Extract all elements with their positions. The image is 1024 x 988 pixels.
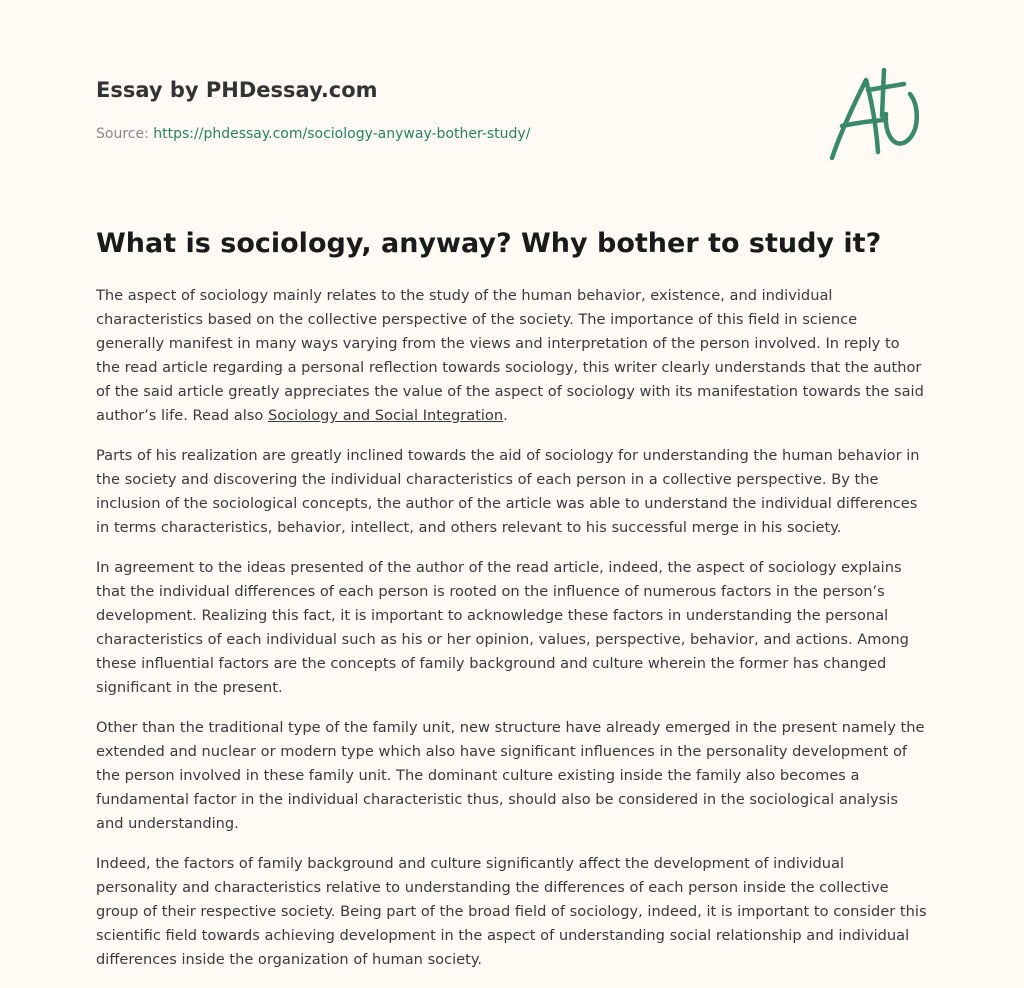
source-label: Source: bbox=[96, 126, 154, 142]
page-header bbox=[96, 76, 928, 186]
paragraph-1-text: The aspect of sociology mainly relates to the study of the human behavior, existence, and individual characteristics based on the collective perspective of the society. The importance of this field in science generally manifest in many ways varying from the views and interpretation of the person involved. In reply to the read article regarding a personal reflection towards sociology, this writer clearly understands that the author of the said article greatly appreciates the value of the aspect of sociology with its manifestation towards the said author’s life. Read also bbox=[96, 287, 924, 424]
paragraph-3: In agreement to the ideas presented of the author of the read article, indeed, the aspect of sociology explains that the individual differences of each person is rooted on the influence of numerous factors in the person’s development. Realizing this fact, it is important to acknowledge these factors in understanding the personal characteristics of each individual such as his or her opinion, values, perspective, behavior, and actions. Among these influential factors are the concepts of family background and culture wherein the former has changed significant in the present. bbox=[96, 559, 909, 696]
paragraph-2: Parts of his realization are greatly inclined towards the aid of sociology for understanding the human behavior in the society and discovering the individual characteristics of each person in a collective perspective. By the inclusion of the sociological concepts, the author of the article was able to understand the individual differences in terms characteristics, behavior, intellect, and others relevant to his successful merge in his society. bbox=[96, 447, 920, 536]
paragraph-5: Indeed, the factors of family background and culture significantly affect the development of individual personality and characteristics relative to understanding the differences of each person inside the collective group of their respective society. Being part of the broad field of sociology, indeed, it is important to consider this scientific field towards achieving development in the aspect of understanding social relationship and individual differences inside the organization of human society. bbox=[96, 855, 927, 968]
paragraph-1-end: . bbox=[503, 407, 508, 424]
source-line bbox=[96, 124, 530, 144]
article-body bbox=[96, 284, 928, 988]
brand-title: Essay by PHDessay.com bbox=[96, 78, 378, 102]
paragraph-4: Other than the traditional type of the family unit, new structure have already emerged in the present namely the extended and nuclear or modern type which also have significant influences in the personality development of the person involved in these family unit. The dominant culture existing inside the family also becomes a fundamental factor in the individual characteristic thus, should also be considered in the sociological analysis and understanding. bbox=[96, 719, 925, 832]
source-link[interactable]: https://phdessay.com/sociology-anyway-bother-study/ bbox=[153, 126, 531, 142]
related-essay-link[interactable]: Sociology and Social Integration bbox=[267, 407, 504, 424]
a-plus-logo-icon bbox=[826, 68, 926, 164]
paragraph-1 bbox=[96, 284, 928, 428]
article-title: What is sociology, anyway? Why bother to study it? bbox=[96, 228, 882, 259]
